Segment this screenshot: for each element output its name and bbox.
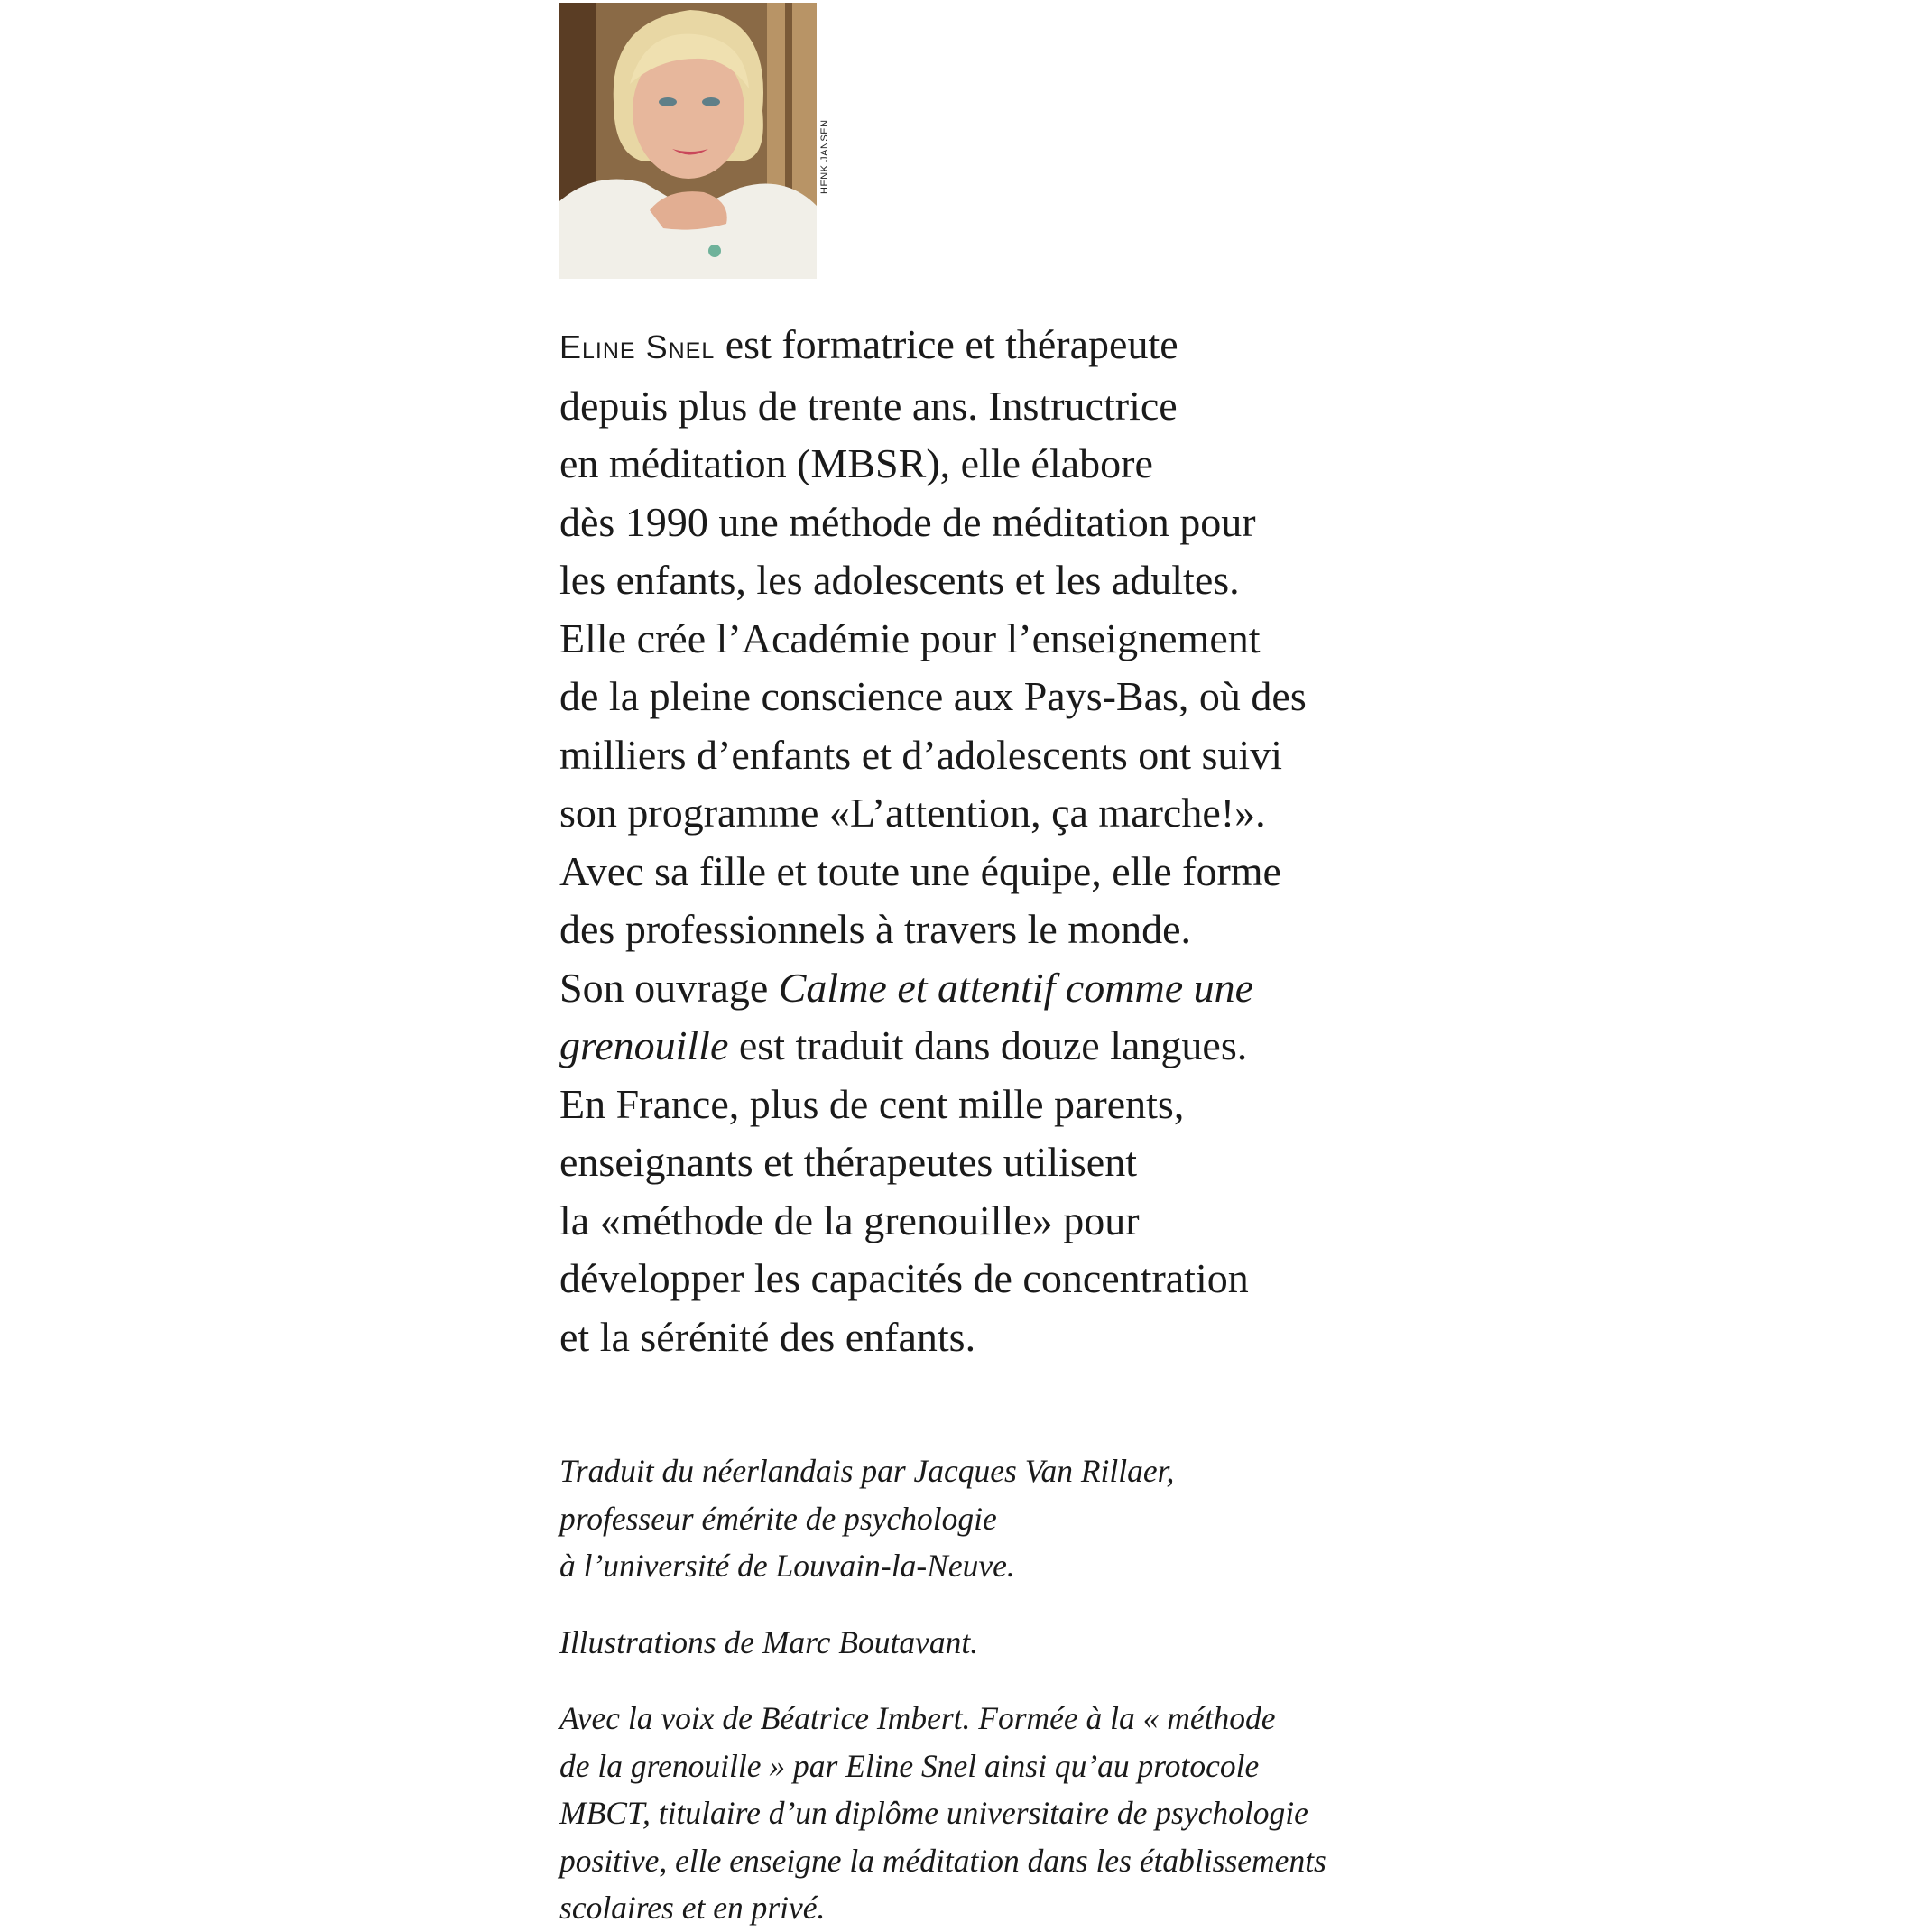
credit-line: positive, elle enseigne la méditation dans les établissements [559, 1842, 1326, 1879]
bio-line: et la sérénité des enfants. [559, 1313, 976, 1360]
bio-line: Avec sa fille et toute une équipe, elle forme [559, 847, 1281, 894]
credit-line: à l’université de Louvain-la-Neuve. [559, 1548, 1015, 1584]
credit-line: scolaires et en privé. [559, 1890, 826, 1926]
bio-line: de la pleine conscience aux Pays-Bas, où des [559, 673, 1307, 719]
author-bio [559, 316, 1408, 1366]
bio-book-line-1 [559, 959, 1408, 1018]
bio-line: développer les capacités de concentration [559, 1255, 1249, 1301]
bio-line: enseignants et thérapeutes utilisent [559, 1139, 1137, 1185]
bio-line: depuis plus de trente ans. Instructrice [559, 382, 1178, 429]
bio-line: son programme «L’attention, ça marche!». [559, 790, 1266, 836]
bio-line-1-rest: est formatrice et thérapeute [715, 321, 1178, 367]
translation-credit [559, 1447, 1174, 1590]
photo-credit: HENK JANSEN [819, 119, 830, 194]
bio-line-1 [559, 316, 1408, 377]
credit-line: Traduit du néerlandais par Jacques Van Rillaer, [559, 1453, 1175, 1489]
bio-book-line-2 [559, 1017, 1408, 1076]
book-title-part1: Calme et attentif comme une [778, 964, 1254, 1011]
voice-credit [559, 1695, 1326, 1932]
book-line-suffix: est traduit dans douze langues. [728, 1022, 1248, 1068]
credit-line: professeur émérite de psychologie [559, 1500, 997, 1537]
bio-line: En France, plus de cent mille parents, [559, 1080, 1185, 1127]
bio-line: dès 1990 une méthode de méditation pour [559, 498, 1256, 545]
credit-line: Avec la voix de Béatrice Imbert. Formée à la « méthode [559, 1700, 1276, 1736]
author-name: Eline Snel [559, 328, 716, 365]
bio-line: les enfants, les adolescents et les adultes. [559, 557, 1240, 603]
portrait-illustration [559, 3, 817, 279]
illustration-credit [559, 1619, 978, 1667]
bio-line: milliers d’enfants et d’adolescents ont suivi [559, 731, 1282, 778]
bio-line: Elle crée l’Académie pour l’enseignement [559, 615, 1261, 661]
book-line-prefix: Son ouvrage [559, 964, 779, 1011]
credit-line: de la grenouille » par Eline Snel ainsi qu’au protocole [559, 1747, 1260, 1784]
bio-line: en méditation (MBSR), elle élabore [559, 440, 1153, 486]
book-title-part2: grenouille [559, 1022, 729, 1068]
bio-line: la «méthode de la grenouille» pour [559, 1197, 1140, 1243]
credit-line: Illustrations de Marc Boutavant. [559, 1624, 979, 1660]
credit-line: MBCT, titulaire d’un diplôme universitaire de psychologie [559, 1795, 1308, 1831]
author-photo [559, 3, 817, 279]
bio-line: des professionnels à travers le monde. [559, 906, 1192, 952]
